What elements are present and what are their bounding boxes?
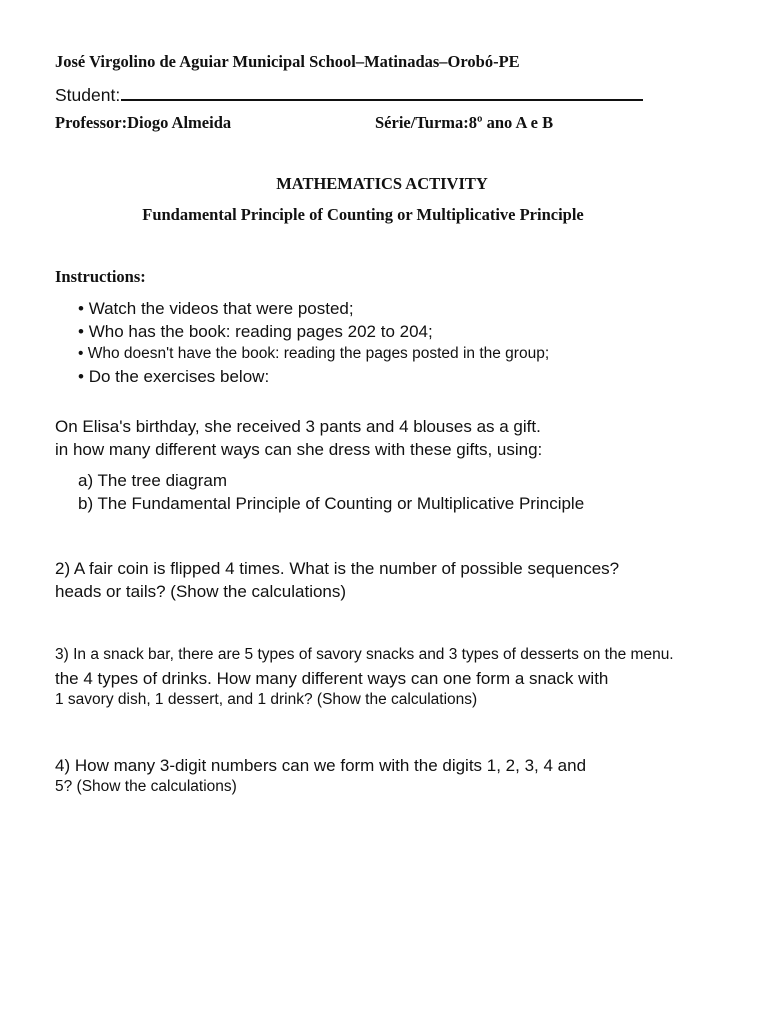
question-1-option-b: b) The Fundamental Principle of Counting or Multiplicative Principle (78, 494, 585, 513)
question-2-text: heads or tails? (Show the calculations) (55, 582, 347, 601)
student-field (55, 81, 643, 106)
instructions-heading: Instructions: (55, 267, 146, 286)
activity-title: MATHEMATICS ACTIVITY (276, 174, 488, 193)
student-label: Student: (55, 85, 121, 105)
activity-subtitle: Fundamental Principle of Counting or Multiplicative Principle (142, 205, 584, 224)
question-3-text: 3) In a snack bar, there are 5 types of savory snacks and 3 types of desserts on the menu. (55, 646, 674, 663)
question-3-text: 1 savory dish, 1 dessert, and 1 drink? (Show the calculations) (55, 691, 478, 708)
instruction-item: • Do the exercises below: (78, 365, 549, 388)
question-4-text: 5? (Show the calculations) (55, 778, 237, 795)
instruction-item: • Who doesn't have the book: reading the pages posted in the group; (78, 343, 549, 365)
professor-name: Professor:Diogo Almeida (55, 113, 232, 132)
student-name-blank-line (121, 81, 643, 101)
question-1-option-a: a) The tree diagram (78, 471, 227, 490)
class-serie: Série/Turma:8º ano A e B (375, 113, 554, 132)
instructions-list (78, 297, 549, 388)
question-4-text: 4) How many 3-digit numbers can we form with the digits 1, 2, 3, 4 and (55, 756, 587, 775)
question-2-text: 2) A fair coin is flipped 4 times. What is the number of possible sequences? (55, 559, 620, 578)
question-3-text: the 4 types of drinks. How many different ways can one form a snack with (55, 669, 609, 688)
question-1-text: in how many different ways can she dress with these gifts, using: (55, 440, 543, 459)
instruction-item: • Watch the videos that were posted; (78, 297, 549, 320)
instruction-item: • Who has the book: reading pages 202 to 204; (78, 320, 549, 343)
question-1-text: On Elisa's birthday, she received 3 pants and 4 blouses as a gift. (55, 417, 541, 436)
school-name: José Virgolino de Aguiar Municipal School–Matinadas–Orobó-PE (55, 52, 520, 71)
